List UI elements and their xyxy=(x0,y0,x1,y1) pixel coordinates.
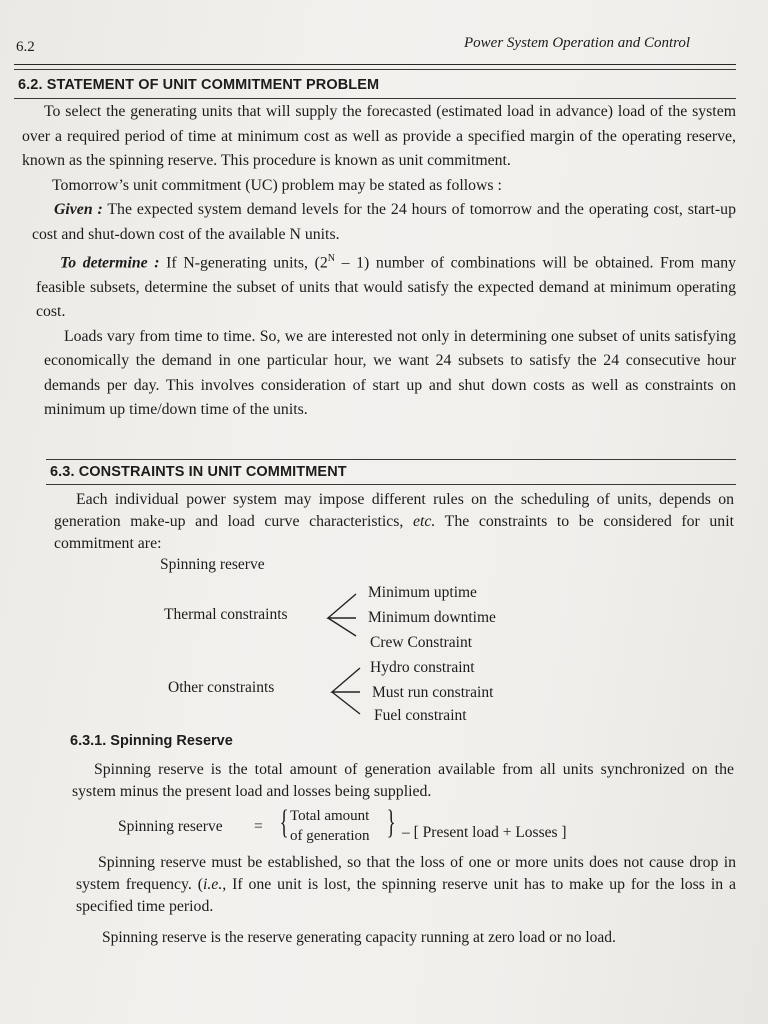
right-brace-icon: } xyxy=(386,804,396,841)
given-label: Given : xyxy=(54,201,103,218)
section-6-2-underline xyxy=(14,98,736,99)
other-constraints-label: Other constraints xyxy=(168,679,275,696)
spinning-reserve-item: Spinning reserve xyxy=(160,556,265,573)
thermal-item-minimum-uptime: Minimum uptime xyxy=(368,584,477,601)
other-item-fuel-constraint: Fuel constraint xyxy=(374,707,467,724)
page-number: 6.2 xyxy=(16,39,35,55)
spinning-reserve-zero-load: Spinning reserve is the reserve generating capacity running at zero load or no load. xyxy=(102,929,616,946)
section-6-2-title: 6.2. STATEMENT OF UNIT COMMITMENT PROBLEM xyxy=(18,77,380,93)
equation-brace-top: Total amount xyxy=(290,808,370,824)
section-6-3-underline xyxy=(46,484,736,485)
equation-rhs: – [ Present load + Losses ] xyxy=(402,824,567,841)
thermal-item-crew-constraint: Crew Constraint xyxy=(370,634,473,651)
left-brace-icon: { xyxy=(279,804,289,841)
section-6-3-title: 6.3. CONSTRAINTS IN UNIT COMMITMENT xyxy=(50,464,347,480)
determine-label: To determine : xyxy=(60,254,160,272)
etc-text: etc. xyxy=(412,513,436,530)
loads-vary-paragraph: Loads vary from time to time. So, we are interested not only in determining one subset of units satisfying economically the demand in one particular hour, we want 24 subsets to satisfy the 24 consecutive hour demands per day. This involves consideration of start up and shut down costs as well as constraints on minimum up time/down time of the units. xyxy=(44,327,736,419)
constraints-intro xyxy=(54,489,734,555)
spinning-reserve-definition: Spinning reserve is the total amount of generation available from all units synchronized on the system minus the present load and losses being supplied. xyxy=(72,761,734,800)
constraints-intro-text: Each individual power system may impose different rules on the scheduling of units, depends on generation make-up and load curve characteristics, xyxy=(54,491,734,530)
determine-text-b: – 1) number of combinations will be obtained. From many feasible subsets, determine the subset of units that would satisfy the expected demand at minimum operating cost. xyxy=(36,254,736,321)
equation-brace-bottom: of generation xyxy=(290,828,370,844)
constraints-intro-end: The constraints to be considered for unit commitment are: xyxy=(54,513,734,552)
given-paragraph xyxy=(32,198,736,247)
equation-lhs: Spinning reserve xyxy=(118,818,223,835)
spinning-reserve-requirement-block xyxy=(76,852,736,918)
header-rule-double xyxy=(14,69,736,70)
spinning-reserve-definition-block xyxy=(72,759,734,803)
section-6-2-body xyxy=(22,100,736,423)
other-item-must-run-constraint: Must run constraint xyxy=(372,684,494,701)
requirement-text-a: Spinning reserve must be established, so that the loss of one or more units does not cause drop in system frequency. ( xyxy=(76,854,736,893)
unit-commitment-definition: To select the generating units that will supply the forecasted (estimated load in advance) load of the system over a required period of time at minimum cost as well as provide a specified margin of the operating reserve, known as the spinning reserve. This procedure is known as unit commitment. xyxy=(22,103,736,169)
header-rule xyxy=(14,64,736,65)
thermal-constraints-label: Thermal constraints xyxy=(164,606,288,623)
uc-problem-intro: Tomorrow’s unit commitment (UC) problem may be stated as follows : xyxy=(52,176,502,194)
running-title: Power System Operation and Control xyxy=(464,35,691,51)
requirement-text-b: If one unit is lost, the spinning reserve unit has to make up for the loss in a specified time period. xyxy=(76,876,736,915)
section-6-3-body xyxy=(54,489,734,555)
other-branch-arrow xyxy=(326,664,362,718)
other-item-hydro-constraint: Hydro constraint xyxy=(370,659,475,676)
ie-text: i.e., xyxy=(202,876,227,893)
equation-equals: = xyxy=(254,818,263,835)
determine-text-a: If N-generating units, (2 xyxy=(159,254,328,272)
section-6-3-1-title: 6.3.1. Spinning Reserve xyxy=(70,733,233,749)
determine-paragraph xyxy=(36,247,736,325)
thermal-item-minimum-downtime: Minimum downtime xyxy=(368,609,496,626)
spinning-reserve-requirement xyxy=(76,852,736,918)
given-text: The expected system demand levels for the 24 hours of tomorrow and the operating cost, start-up cost and shut-down cost of the available N units. xyxy=(32,201,736,243)
section-6-3-overline xyxy=(46,459,736,460)
thermal-branch-arrow xyxy=(322,590,358,640)
determine-superscript: N xyxy=(327,253,335,264)
